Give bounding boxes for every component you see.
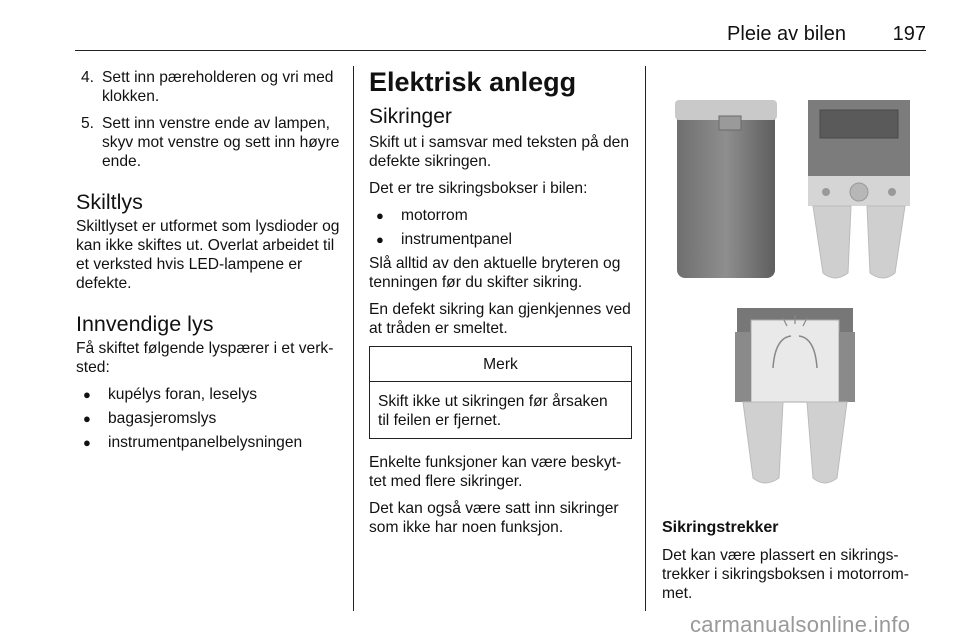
innvendige-intro: Få skiftet følgende lyspærer i et verksted: [76, 340, 334, 376]
watermark: carmanualsonline.info [690, 612, 911, 637]
list-item: ● instrumentpanelbelysningen [76, 433, 342, 452]
list-item: ● bagasjeromslys [76, 409, 342, 428]
sikringstrekker-heading: Sikringstrekker [662, 519, 779, 536]
list-item: ● instrumentpanel [369, 230, 632, 249]
list-item: ● motorrom [369, 206, 632, 225]
step-number: 5. [81, 115, 95, 132]
column-right [662, 518, 924, 611]
step-text: Sett inn pæreholderen og vri med klokken. [102, 69, 334, 105]
step-item [76, 68, 342, 106]
step-number: 4. [81, 69, 95, 86]
list-item: ● kupélys foran, leselys [76, 385, 342, 404]
column-middle [369, 66, 632, 545]
column-left [76, 68, 342, 457]
sikringstrekker-text: Det kan være plassert en sikringstrekker i sikringsboksen i motorrommet. [662, 547, 909, 602]
paragraph: Enkelte funksjoner kan være beskyttet med flere sikringer. [369, 454, 622, 490]
note-body: Skift ikke ut sikringen før årsaken til feilen er fjernet. [378, 393, 608, 429]
skiltlys-text: Skiltlyset er utformet som lysdioder og kan ikke skiftes ut. Overlat arbeidet til et verksted hvis LED-lampene er defekte. [76, 218, 340, 292]
paragraph: Slå alltid av den aktuelle bryteren og tenningen før du skifter sikring. [369, 255, 621, 291]
column-divider-left [353, 66, 354, 611]
page-number: 197 [892, 23, 926, 45]
blown-fuse-view [735, 308, 855, 483]
fuse-side-view [675, 100, 777, 278]
paragraph: Skift ut i samsvar med teksten på den defekte sikringen. [369, 134, 630, 170]
innvendige-heading: Innvendige lys [76, 312, 214, 336]
paragraph: Det kan også være satt inn sikringer som ikke har noen funksjon. [369, 500, 619, 536]
column-divider-right [645, 66, 646, 611]
subsection-heading: Sikringer [369, 105, 452, 128]
page-header [75, 18, 926, 51]
step-item [76, 114, 342, 171]
step-text: Sett inn venstre ende av lampen, skyv mot venstre og sett inn høyre ende. [102, 115, 340, 170]
fuse-illustration [655, 68, 925, 500]
section-title: Pleie av bilen [727, 23, 846, 45]
bulb-list [76, 385, 342, 452]
paragraph: Det er tre sikringsbokser i bilen: [369, 180, 588, 197]
note-heading: Merk [370, 347, 631, 382]
skiltlys-heading: Skiltlys [76, 190, 143, 214]
paragraph: En defekt sikring kan gjenkjennes ved at tråden er smeltet. [369, 301, 631, 337]
fuse-front-view [808, 100, 910, 278]
note-box [369, 346, 632, 439]
section-heading: Elektrisk anlegg [369, 67, 577, 97]
step-list [76, 68, 342, 171]
fusebox-list [369, 206, 632, 249]
